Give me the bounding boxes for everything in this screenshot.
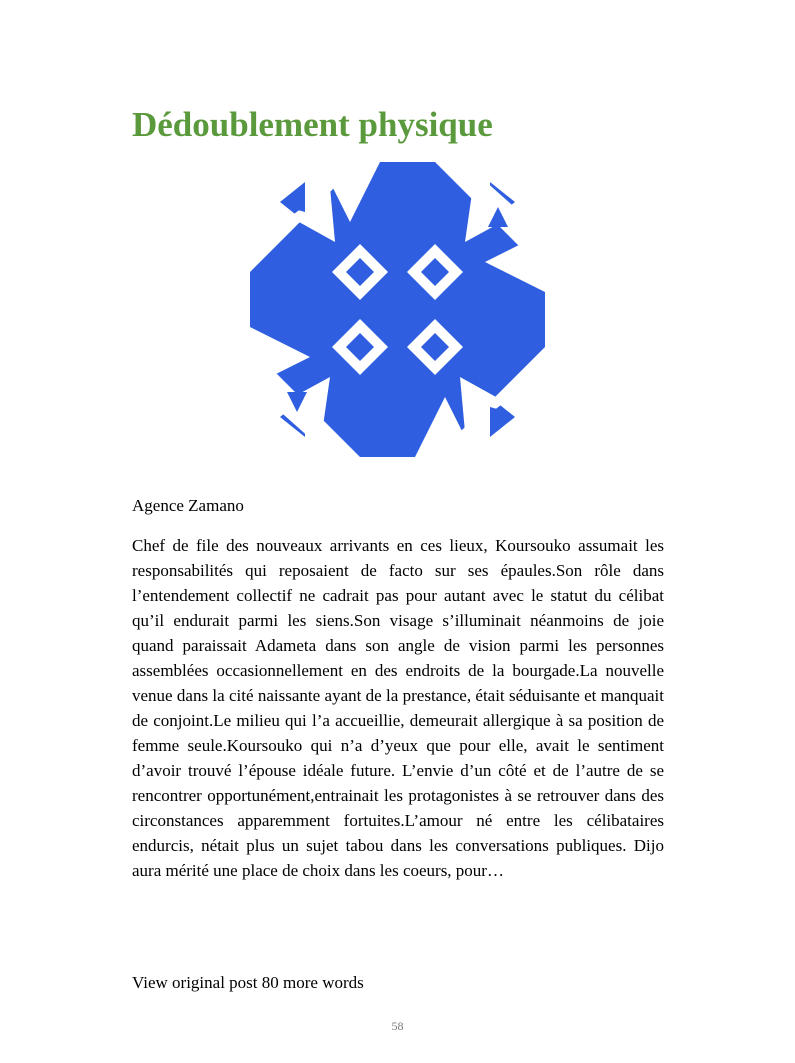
identicon-image (250, 162, 545, 457)
page-number: 58 (391, 1019, 404, 1033)
geometric-pattern (250, 162, 545, 457)
post-excerpt: Chef de file des nouveaux arrivants en ces lieux, Koursouko assumait les responsabilités qui reposaient de facto sur ses épaules.Son rôle dans l’entendement collectif ne cadrait pas pour autant avec le statut du célibat qu’il endurait parmi les siens.Son visage s’illuminait néanmoins de joie quand paraissait Adameta dans son angle de vision parmi les personnes assemblées occasionnellement en des endroits de la bourgade.La nouvelle venue dans la cité naissante ayant de la prestance, était séduisante et manquait de conjoint.Le milieu qui l’a accueillie, demeurait allergique à sa position de femme seule.Koursouko qui n’a d’yeux que pour elle, avait le sentiment d’avoir trouvé l’épouse idéale future. L’envie d’un côté et de l’autre de se rencontrer opportunément,entrainait les protagonistes à se retrouver dans des circonstances apparemment fortuites.L’amour né entre les célibataires endurcis, nétait plus un sujet tabou dans les conversations publiques. Dijo aura mérité une place de choix dans les coeurs, pour… (132, 536, 664, 880)
page-title: Dédoublement physique (132, 105, 493, 144)
view-original-post-link[interactable]: View original post 80 more words (132, 973, 364, 992)
author-name: Agence Zamano (132, 496, 244, 515)
